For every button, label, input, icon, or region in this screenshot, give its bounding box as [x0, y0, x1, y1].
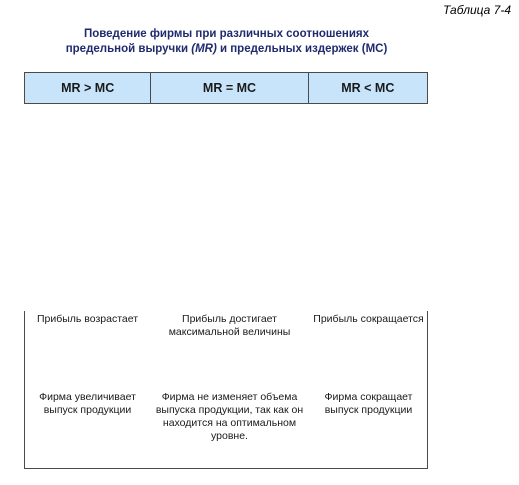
- table-cell-profit-decreases: Прибыль сокращается: [313, 313, 424, 325]
- title-line-2-prefix: предельной выручки: [65, 43, 192, 55]
- table-title: [0, 27, 453, 57]
- table-cell-keep-output: Фирма не изменяет объема выпуска продукции, так как он находится на оптимальном уровне.: [155, 391, 304, 442]
- table-number-label: Таблица 7-4: [442, 3, 511, 17]
- header-mr-less-mc: MR < MC: [308, 73, 427, 103]
- title-line-2: [0, 42, 453, 57]
- table-cell-reduce-output: Фирма сокращает выпуск продукции: [324, 391, 413, 416]
- table-body: [24, 311, 428, 469]
- table-header-row: [24, 72, 428, 104]
- title-line-2-italic: (MR): [191, 43, 217, 55]
- title-line-2-suffix: и предельных издержек (MC): [216, 43, 388, 55]
- title-line-1: Поведение фирмы при различных соотношениях: [83, 28, 370, 40]
- table-cell-profit-increases: Прибыль возрастает: [36, 313, 139, 325]
- table-cell-profit-maximum: Прибыль достигает максимальной величины: [168, 313, 291, 338]
- header-mr-equal-mc: MR = MC: [150, 73, 307, 103]
- table-cell-increase-output: Фирма увеличивает выпуск продукции: [39, 391, 136, 416]
- header-mr-greater-mc: MR > MC: [61, 81, 115, 95]
